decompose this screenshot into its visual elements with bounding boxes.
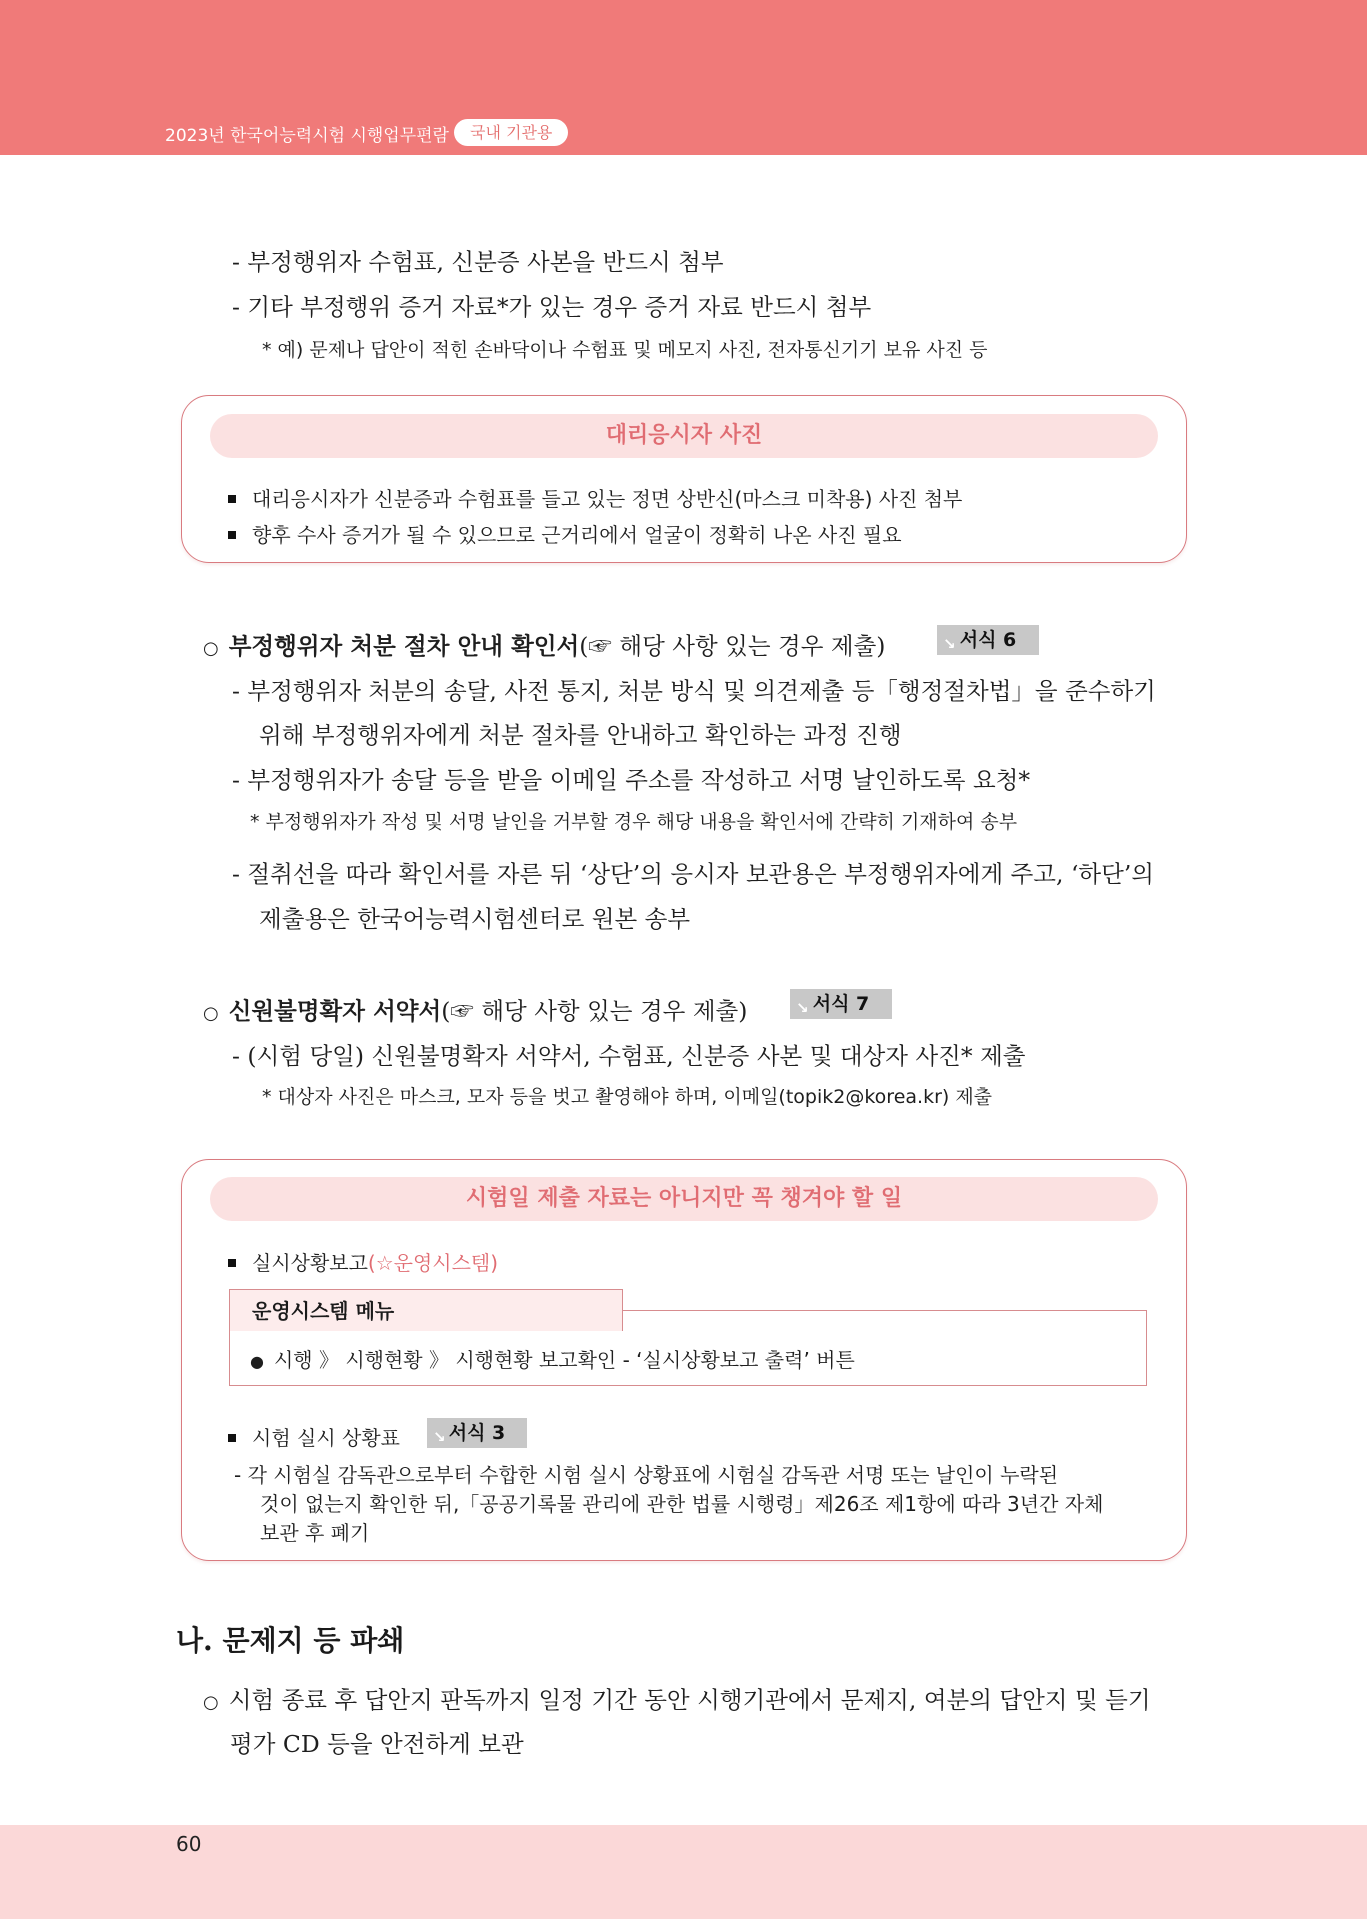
section1-line: - 절취선을 따라 확인서를 자른 뒤 ‘상단’의 응시자 보관용은 부정행위자에게 주고, ‘하단’의 bbox=[232, 860, 1154, 888]
todo-status-line: 보관 후 폐기 bbox=[260, 1521, 370, 1545]
section-na-line: ○ 시험 종료 후 답안지 판독까지 일정 기간 동안 시행기관에서 문제지, 여분의 답안지 및 듣기 bbox=[203, 1686, 1151, 1714]
section1-heading: ○ 부정행위자 처분 절차 안내 확인서(☞ 해당 사항 있는 경우 제출) bbox=[203, 632, 886, 660]
corner-arrow-icon: ↘ bbox=[433, 1428, 446, 1446]
section1-note: * 부정행위자가 작성 및 서명 날인을 거부할 경우 해당 내용을 확인서에 간략히 기재하여 송부 bbox=[250, 811, 1018, 833]
header-title: 2023년 한국어능력시험 시행업무편람 bbox=[165, 126, 449, 146]
header-badge: 국내 기관용 bbox=[454, 119, 568, 146]
form-6-tag: ↘ 서식 6 bbox=[937, 625, 1039, 655]
section1-line: 위해 부정행위자에게 처분 절차를 안내하고 확인하는 과정 진행 bbox=[259, 721, 902, 749]
square-bullet-icon bbox=[228, 531, 236, 539]
corner-arrow-icon: ↘ bbox=[796, 999, 809, 1017]
section1-line: - 부정행위자 처분의 송달, 사전 통지, 처분 방식 및 의견제출 등「행정절차법」을 준수하기 bbox=[232, 677, 1156, 705]
proxy-box-item: 향후 수사 증거가 될 수 있으므로 근거리에서 얼굴이 정확히 나온 사진 필요 bbox=[228, 519, 902, 548]
proxy-box-item: 대리응시자가 신분증과 수험표를 들고 있는 정면 상반신(마스크 미착용) 사진 첨부 bbox=[228, 483, 962, 512]
page-number: 60 bbox=[176, 1832, 202, 1856]
square-bullet-icon bbox=[228, 1434, 236, 1442]
section-na-heading: 나. 문제지 등 파쇄 bbox=[176, 1624, 405, 1657]
section-na-line: 평가 CD 등을 안전하게 보관 bbox=[230, 1730, 524, 1758]
section2-heading: ○ 신원불명확자 서약서(☞ 해당 사항 있는 경우 제출) bbox=[203, 997, 748, 1025]
todo-item-report: 실시상황보고(☆운영시스템) bbox=[228, 1247, 498, 1276]
todo-status-line: - 각 시험실 감독관으로부터 수합한 시험 실시 상황표에 시험실 감독관 서명 또는 날인이 누락된 bbox=[234, 1463, 1059, 1487]
todo-status-line: 것이 없는지 확인한 뒤,「공공기록물 관리에 관한 법률 시행령」제26조 제1항에 따라 3년간 자체 bbox=[260, 1492, 1104, 1516]
intro-note: * 예) 문제나 답안이 적힌 손바닥이나 수험표 및 메모지 사진, 전자통신기기 보유 사진 등 bbox=[262, 339, 988, 361]
proxy-box-title: 대리응시자 사진 bbox=[210, 414, 1158, 458]
system-menu-title: 운영시스템 메뉴 bbox=[229, 1289, 623, 1331]
corner-arrow-icon: ↘ bbox=[943, 635, 956, 653]
system-menu-path: ● 시행 》 시행현황 》 시행현황 보고확인 - ‘실시상황보고 출력’ 버튼 bbox=[250, 1348, 855, 1372]
intro-item: - 부정행위자 수험표, 신분증 사본을 반드시 첨부 bbox=[232, 248, 724, 276]
form-7-tag: ↘ 서식 7 bbox=[790, 989, 892, 1019]
square-bullet-icon bbox=[228, 495, 236, 503]
section1-line: 제출용은 한국어능력시험센터로 원본 송부 bbox=[259, 905, 691, 933]
form-3-tag: ↘ 서식 3 bbox=[427, 1418, 527, 1448]
todo-item-status-sheet: 시험 실시 상황표 bbox=[228, 1422, 400, 1451]
intro-item: - 기타 부정행위 증거 자료*가 있는 경우 증거 자료 반드시 첨부 bbox=[232, 293, 872, 321]
page-footer-band bbox=[0, 1825, 1367, 1919]
dot-bullet-icon: ● bbox=[250, 1352, 264, 1371]
section2-line: - (시험 당일) 신원불명확자 서약서, 수험표, 신분증 사본 및 대상자 사진* 제출 bbox=[232, 1042, 1026, 1070]
section1-line: - 부정행위자가 송달 등을 받을 이메일 주소를 작성하고 서명 날인하도록 요청* bbox=[232, 766, 1031, 794]
section2-note: * 대상자 사진은 마스크, 모자 등을 벗고 촬영해야 하며, 이메일(topik2@korea.kr) 제출 bbox=[262, 1086, 993, 1108]
todo-box-title: 시험일 제출 자료는 아니지만 꼭 챙겨야 할 일 bbox=[210, 1177, 1158, 1221]
square-bullet-icon bbox=[228, 1259, 236, 1267]
